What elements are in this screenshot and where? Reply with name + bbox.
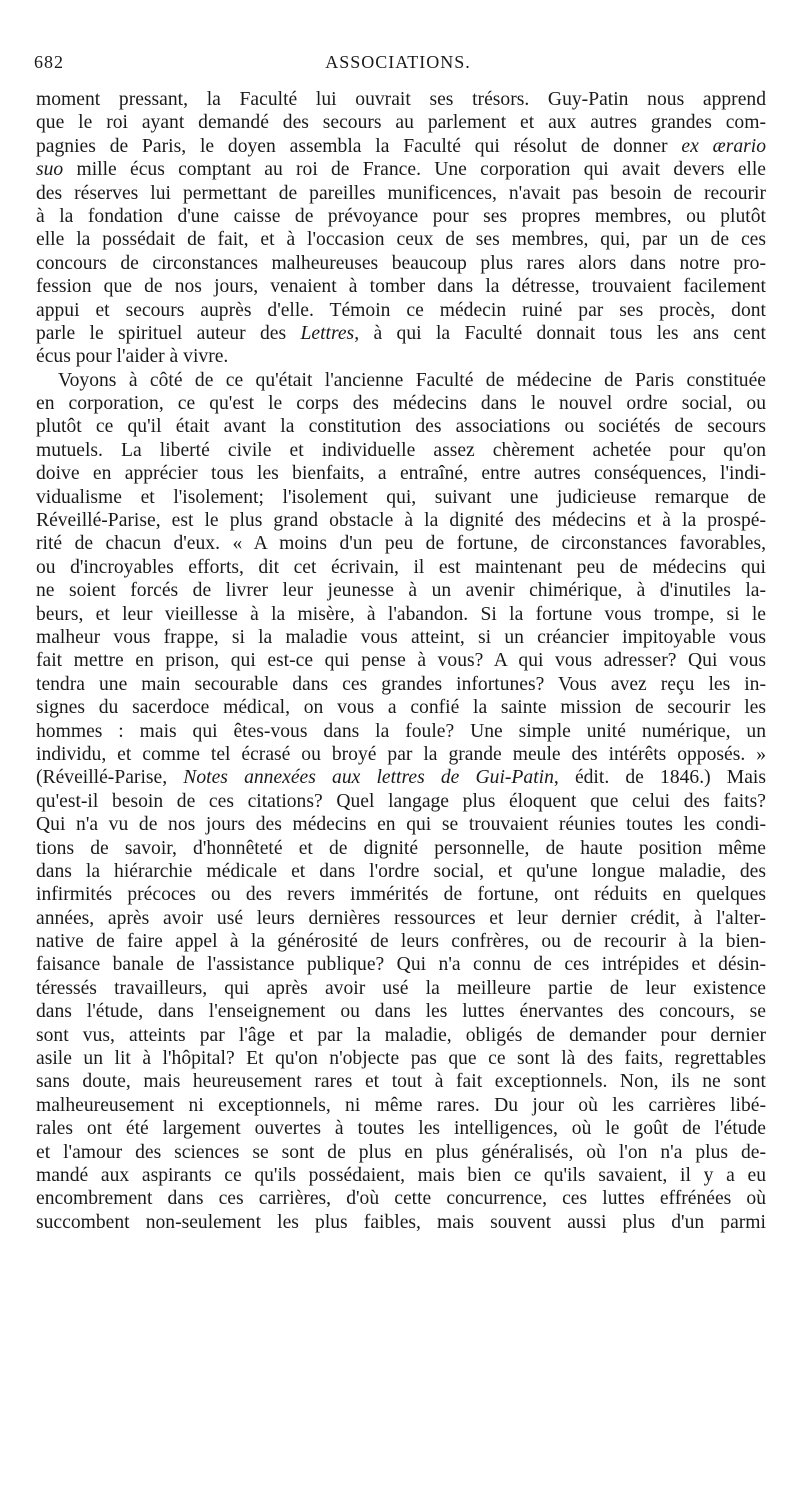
- text-line: [36, 158, 766, 181]
- text-span: dans l'étude, dans l'enseignement ou dans les luttes énervantes des concours, se: [36, 1001, 766, 1023]
- text-line: [36, 766, 766, 789]
- text-line: [36, 1141, 766, 1164]
- text-span: rales ont été largement ouvertes à toutes les intelligences, où le goût de l'étude: [36, 1118, 766, 1140]
- text-line: [36, 486, 766, 509]
- text-line: [36, 860, 766, 883]
- text-span: plutôt ce qu'il était avant la constitution des associations ou sociétés de secours: [36, 416, 766, 438]
- text-span: à la fondation d'une caisse de prévoyance pour ses propres membres, ou plutôt: [36, 205, 766, 227]
- italic-text: Notes annexées aux lettres de Gui-Patin: [183, 767, 554, 789]
- text-span: encombrement dans ces carrières, d'où cette concurrence, ces luttes effrénées où: [36, 1188, 766, 1210]
- text-span: mutuels. La liberté civile et individuelle assez chèrement achetée pour qu'on: [36, 439, 766, 461]
- text-line: [36, 135, 766, 158]
- text-line: [36, 532, 766, 555]
- text-span: infirmités précoces ou des revers immérités de fortune, ont réduits en quelques: [36, 884, 766, 906]
- text-span: ne soient forcés de livrer leur jeunesse à un avenir chimérique, à d'inutiles la-: [36, 580, 766, 602]
- text-span: doive en apprécier tous les bienfaits, a entraîné, entre autres conséquences, l'indi-: [36, 463, 766, 485]
- text-line: [36, 1070, 766, 1093]
- text-line: [36, 275, 766, 298]
- text-line: [36, 369, 766, 392]
- text-line: [36, 649, 766, 672]
- text-span: malheureusement ni exceptionnels, ni même rares. Du jour où les carrières libé-: [36, 1094, 766, 1116]
- text-span: succombent non-seulement les plus faibles, mais souvent aussi plus d'un parmi: [36, 1211, 766, 1233]
- text-line: [36, 392, 766, 415]
- text-span: parle le spirituel auteur des: [36, 322, 301, 344]
- page-number: 682: [34, 52, 64, 72]
- text-span: sans doute, mais heureusement rares et tout à fait exceptionnels. Non, ils ne sont: [36, 1071, 766, 1093]
- text-line: [36, 205, 766, 228]
- text-span: hommes : mais qui êtes-vous dans la foule? Une simple unité numérique, un: [36, 720, 766, 742]
- italic-text: Lettres: [300, 322, 355, 344]
- text-line: [36, 345, 766, 368]
- text-line: [36, 673, 766, 696]
- italic-text: suo: [36, 159, 64, 181]
- text-line: [36, 462, 766, 485]
- text-span: fait mettre en prison, qui est-ce qui pense à vous? A qui vous adresser? Qui vous: [36, 650, 766, 672]
- text-line: [36, 182, 766, 205]
- text-span: années, après avoir usé leurs dernières ressources et leur dernier crédit, à l'alter-: [36, 907, 766, 929]
- text-span: Réveillé-Parise, est le plus grand obstacle à la dignité des médecins et à la prospé-: [36, 510, 766, 532]
- text-line: [36, 88, 766, 111]
- text-line: [36, 579, 766, 602]
- text-span: tions de savoir, d'honnêteté et de dignité personnelle, de haute position même: [36, 837, 766, 859]
- text-span: , édit. de 1846.) Mais: [553, 767, 766, 789]
- text-line: [36, 977, 766, 1000]
- text-span: appui et secours auprès d'elle. Témoin ce médecin ruiné par ses procès, dont: [36, 299, 766, 321]
- text-line: [36, 299, 766, 322]
- text-span: malheur vous frappe, si la maladie vous atteint, si un créancier impitoyable vous: [36, 626, 766, 648]
- text-line: [36, 1024, 766, 1047]
- text-span: mandé aux aspirants ce qu'ils possédaient, mais bien ce qu'ils savaient, il y a eu: [36, 1164, 766, 1186]
- text-line: [36, 907, 766, 930]
- text-span: moment pressant, la Faculté lui ouvrait ses trésors. Guy-Patin nous apprend: [36, 89, 766, 110]
- text-line: [36, 1047, 766, 1070]
- text-line: [36, 415, 766, 438]
- text-span: Voyons à côté de ce qu'était l'ancienne Faculté de médecine de Paris constituée: [58, 369, 766, 391]
- text-span: faisance banale de l'assistance publique? Qui n'a connu de ces intrépides et désin-: [36, 954, 766, 976]
- text-span: ou d'incroyables efforts, dit cet écrivain, il est maintenant peu de médecins qui: [36, 556, 766, 578]
- text-line: [36, 837, 766, 860]
- text-span: elle la possédait de fait, et à l'occasion ceux de ses membres, qui, par un de ces: [36, 229, 766, 251]
- text-line: [36, 1094, 766, 1117]
- text-span: individu, et comme tel écrasé ou broyé par la grande meule des intérêts opposés. »: [36, 743, 766, 765]
- text-span: concours de circonstances malheureuses beaucoup plus rares alors dans notre pro-: [36, 252, 766, 274]
- page-header: [34, 52, 762, 80]
- text-line: [36, 1211, 766, 1234]
- text-span: qu'est-il besoin de ces citations? Quel langage plus éloquent que celui des faits?: [36, 790, 766, 812]
- text-line: [36, 720, 766, 743]
- text-span: écus pour l'aider à vivre.: [36, 346, 229, 368]
- text-line: [36, 790, 766, 813]
- text-line: [36, 252, 766, 275]
- text-span: téressés travailleurs, qui après avoir usé la meilleure partie de leur existence: [36, 977, 766, 999]
- text-line: [36, 626, 766, 649]
- text-span: beurs, et leur vieillesse à la misère, à l'abandon. Si la fortune vous trompe, si le: [36, 603, 766, 625]
- text-span: en corporation, ce qu'est le corps des médecins dans le nouvel ordre social, ou: [36, 393, 766, 415]
- text-span: (Réveillé-Parise,: [36, 767, 184, 789]
- text-line: [36, 883, 766, 906]
- text-line: [36, 813, 766, 836]
- text-line: [36, 696, 766, 719]
- text-span: signes du sacerdoce médical, on vous a confié la sainte mission de secourir les: [36, 697, 766, 719]
- text-line: [36, 322, 766, 345]
- text-line: [36, 1164, 766, 1187]
- body-text: [36, 88, 766, 1234]
- text-span: vidualisme et l'isolement; l'isolement qui, suivant une judicieuse remarque de: [36, 486, 766, 508]
- text-span: fession que de nos jours, venaient à tomber dans la détresse, trouvaient facilement: [36, 276, 766, 298]
- text-span: asile un lit à l'hôpital? Et qu'on n'objecte pas que ce sont là des faits, regrettables: [36, 1048, 766, 1070]
- text-line: [36, 439, 766, 462]
- text-span: , à qui la Faculté donnait tous les ans cent: [354, 322, 766, 344]
- text-span: et l'amour des sciences se sont de plus en plus généralisés, où l'on n'a plus de-: [36, 1141, 766, 1163]
- text-span: dans la hiérarchie médicale et dans l'ordre social, et qu'une longue maladie, des: [36, 860, 766, 882]
- text-line: [36, 228, 766, 251]
- text-line: [36, 1117, 766, 1140]
- text-span: des réserves lui permettant de pareilles munificences, n'avait pas besoin de recourir: [36, 182, 766, 204]
- text-line: [36, 953, 766, 976]
- text-span: pagnies de Paris, le doyen assembla la Faculté qui résolut de donner: [36, 135, 682, 157]
- text-line: [36, 111, 766, 134]
- text-span: sont vus, atteints par l'âge et par la maladie, obligés de demander pour dernier: [36, 1024, 766, 1046]
- text-line: [36, 1000, 766, 1023]
- text-span: que le roi ayant demandé des secours au parlement et aux autres grandes com-: [36, 112, 766, 134]
- text-line: [36, 603, 766, 626]
- text-line: [36, 556, 766, 579]
- text-span: tendra une main secourable dans ces grandes infortunes? Vous avez reçu les in-: [36, 673, 766, 695]
- text-span: Qui n'a vu de nos jours des médecins en qui se trouvaient réunies toutes les condi-: [36, 814, 766, 836]
- text-span: rité de chacun d'eux. « A moins d'un peu de fortune, de circonstances favorables,: [36, 533, 766, 555]
- text-span: mille écus comptant au roi de France. Une corporation qui avait devers elle: [63, 159, 766, 181]
- text-line: [36, 1187, 766, 1210]
- running-title: ASSOCIATIONS.: [325, 52, 471, 72]
- text-span: native de faire appel à la générosité de leurs confrères, ou de recourir à la bien-: [36, 931, 766, 953]
- text-line: [36, 930, 766, 953]
- italic-text: ex ærario: [681, 135, 766, 157]
- text-line: [36, 509, 766, 532]
- text-line: [36, 743, 766, 766]
